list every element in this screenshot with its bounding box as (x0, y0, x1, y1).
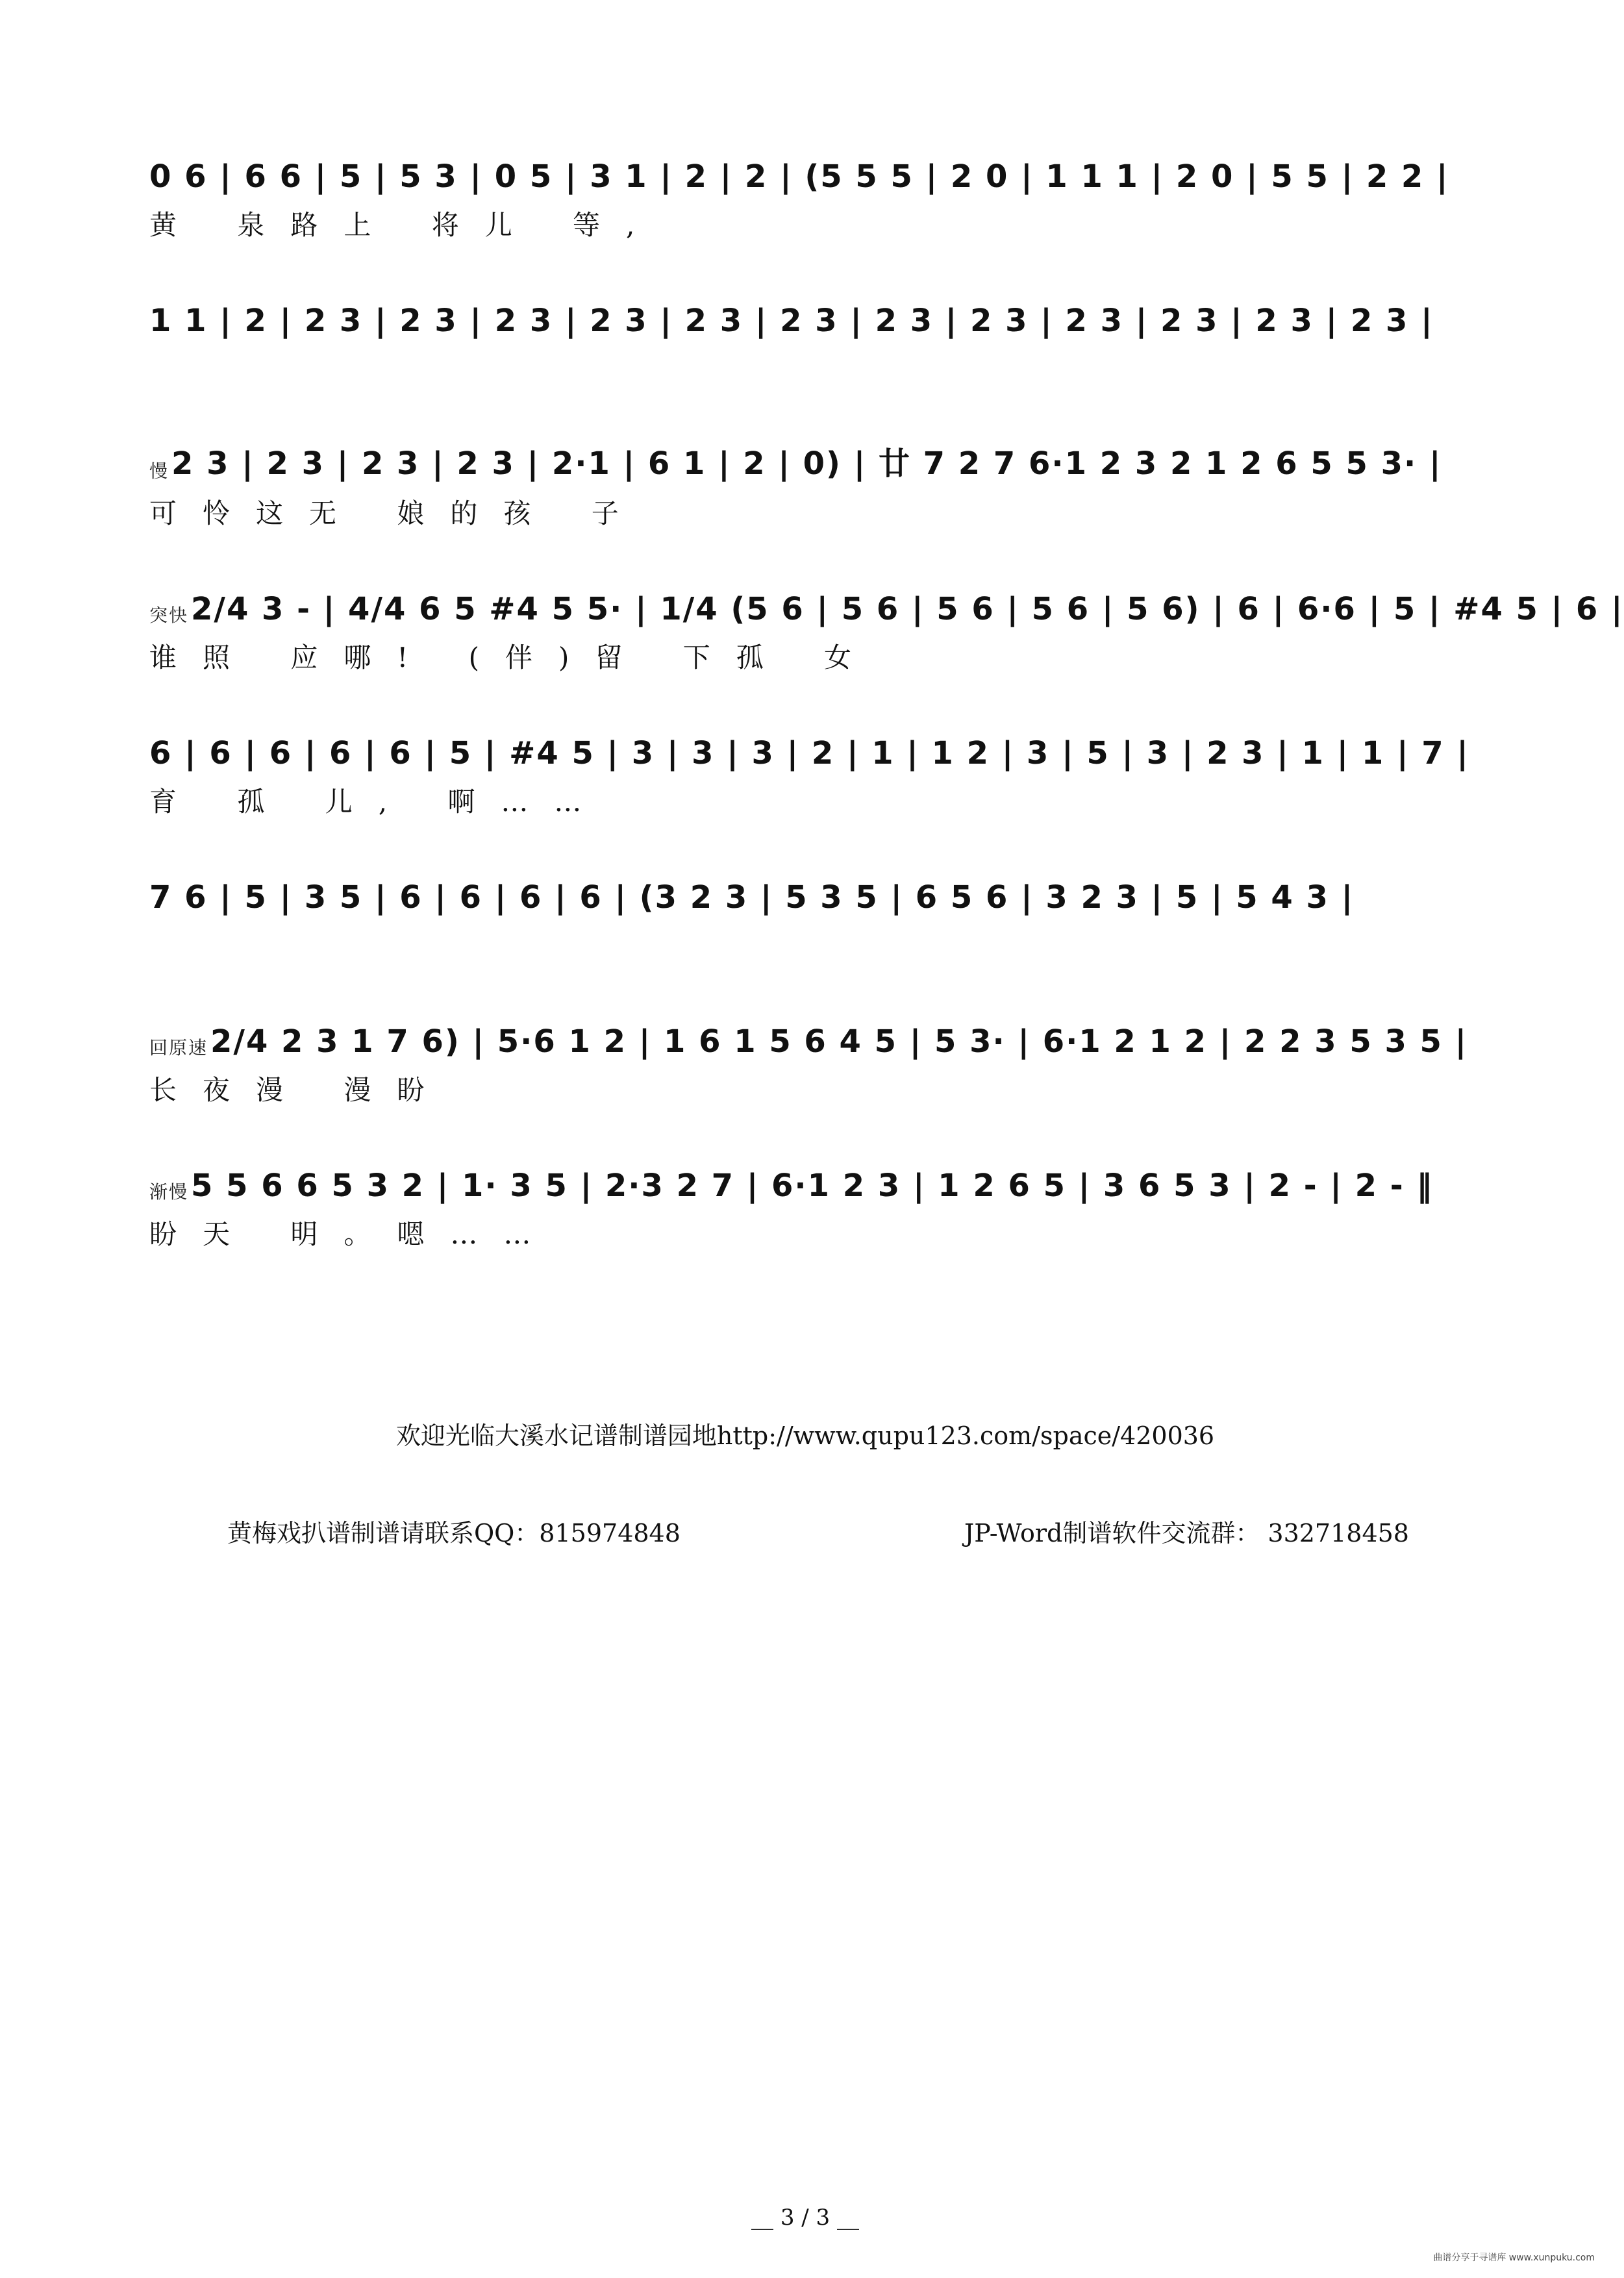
tempo-mark: 回原速 (149, 1037, 208, 1058)
page-number: __ 3 / 3 __ (751, 2205, 859, 2231)
tempo-mark: 慢 (149, 460, 169, 482)
lyrics-line: 盼天 明。嗯…… (149, 1218, 557, 1250)
score-system-7 (149, 1008, 1474, 1152)
lyrics-line: 黄 泉路上 将儿 等, (149, 209, 661, 241)
notation-line: 6 | 6 | 6 | 6 | 6 | 5 | #4 5 | 3 | 3 | 3 | 2 | 1 | 1 2 | 3 | 5 | 3 | 2 3 | 1 | 1 | 7 | (149, 735, 1469, 771)
score-system-3 (149, 431, 1474, 575)
score-system-6 (149, 864, 1474, 1008)
contact-group: JP-Word制谱软件交流群： 332718458 (964, 1519, 1409, 1547)
tempo-mark: 渐慢 (149, 1181, 189, 1203)
contact-qq: 黄梅戏扒谱制谱请联系QQ：815974848 (227, 1519, 681, 1547)
notation-text: 2 3 | 2 3 | 2 3 | 2 3 | 2·1 | 6 1 | 2 | 0) | 廿 7 2 7 6·1 2 3 2 1 2 6 5 5 3· | (171, 445, 1442, 482)
score (149, 143, 1624, 1296)
notation-line (149, 431, 1474, 483)
notation-line (149, 1152, 1474, 1204)
score-system-1 (149, 143, 1474, 287)
contact-row (227, 1513, 1409, 1549)
notation-line: 7 6 | 5 | 3 5 | 6 | 6 | 6 | 6 | (3 2 3 | 5 3 5 | 6 5 6 | 3 2 3 | 5 | 5 4 3 | (149, 879, 1355, 916)
notation-line (149, 1008, 1474, 1060)
score-system-4 (149, 575, 1624, 720)
lyrics-line: 可怜这无 娘的孩 子 (149, 497, 645, 529)
score-system-2 (149, 287, 1474, 431)
notation-text: 2/4 3 - | 4/4 6 5 #4 5 5· | 1/4 (5 6 | 5 6 | 5 6 | 5 6 | 5 6) | 6 | 6·6 | 5 | #4 5 | 6 | (191, 591, 1624, 627)
tempo-mark: 突快 (149, 605, 189, 626)
notation-text: 5 5 6 6 5 3 2 | 1· 3 5 | 2·3 2 7 | 6·1 2 3 | 1 2 6 5 | 3 6 5 3 | 2 - | 2 - ‖ (191, 1168, 1434, 1204)
notation-line: 0 6 | 6 6 | 5 | 5 3 | 0 5 | 3 1 | 2 | 2 | (5 5 5 | 2 0 | 1 1 1 | 2 0 | 5 5 | 2 2 | (149, 158, 1449, 195)
footer (0, 1416, 1610, 1547)
lyrics-line: 谁照 应哪! (伴)留 下孤 女 (149, 642, 878, 673)
lyrics-line (149, 925, 1474, 964)
lyrics-line (149, 348, 1474, 387)
notation-line (149, 575, 1624, 627)
score-system-8 (149, 1152, 1474, 1296)
welcome-text: 欢迎光临大溪水记谱制谱园地http://www.qupu123.com/space/420036 (395, 1421, 1215, 1450)
notation-line: 1 1 | 2 | 2 3 | 2 3 | 2 3 | 2 3 | 2 3 | 2 3 | 2 3 | 2 3 | 2 3 | 2 3 | 2 3 | 2 3 | (149, 303, 1434, 339)
score-system-5 (149, 720, 1474, 864)
notation-text: 2/4 2 3 1 7 6) | 5·6 1 2 | 1 6 1 5 6 4 5 | 5 3· | 6·1 2 1 2 | 2 2 3 5 3 5 | (210, 1023, 1468, 1060)
watermark: 曲谱分享于寻谱库 www.xunpuku.com (1433, 2253, 1595, 2263)
lyrics-line: 长夜漫 漫盼 (149, 1074, 451, 1106)
lyrics-line: 育 孤 儿, 啊…… (149, 786, 608, 818)
